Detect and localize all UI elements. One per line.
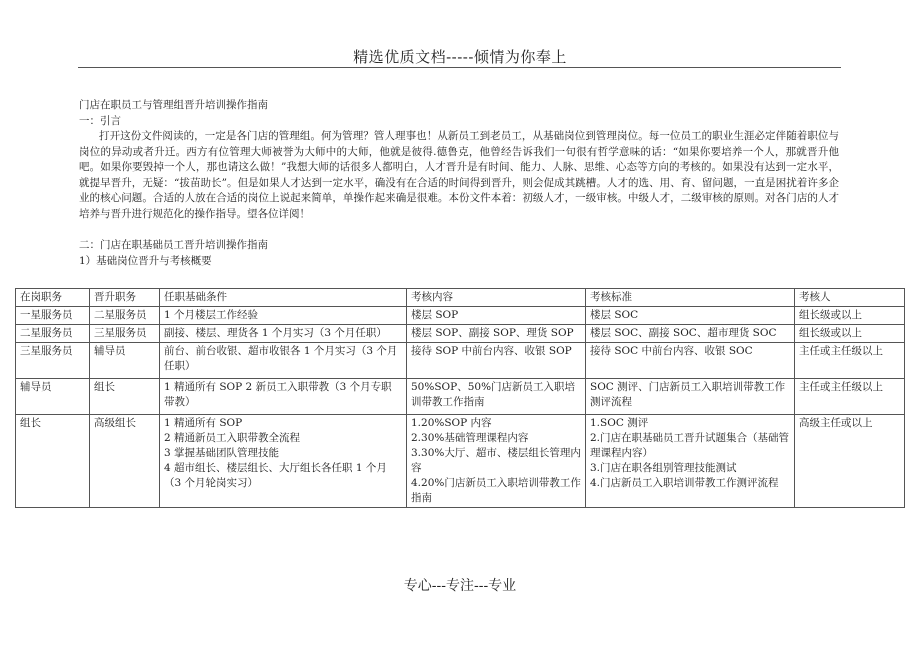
cell-line: 3 掌握基础团队管理技能 — [164, 447, 280, 459]
table-cell — [160, 415, 407, 508]
promotion-table — [15, 288, 905, 508]
cell-line: 楼层 SOP、副接 SOP、理货 SOP — [411, 327, 574, 339]
cell-line: 4.门店新员工入职培训带教工作测评流程 — [590, 477, 779, 489]
table-body — [16, 307, 905, 508]
table-cell — [407, 325, 586, 343]
cell-line: 楼层 SOC — [590, 309, 639, 321]
table-row — [16, 415, 905, 508]
intro-paragraph: 打开这份文件阅读的，一定是各门店的管理组。何为管理？管人理事也！从新员工到老员工，从基础岗位到管理岗位。每一位员工的职业生涯必定伴随着职位与岗位的异动或者升迁。西方有位管理大师被誉为大师中的大师，他就是彼得.德鲁克，他曾经告诉我们一句很有哲学意味的话：“如果你要培养一个人，那就晋升他吧。如果你要毁掉一个人，那也请这么做！”我想大师的话很多人都明白，人才晋升是有时间、能力、人脉、思维、心态等方向的考核的。如果没有达到一定水平，就提早晋升，无疑：“拔苗助长”。但是如果人才达到一定水平，确没有在合适的时间得到晋升，则会促成其跳槽。人才的选、用、育、留问题，一直是困扰着许多企业的核心问题。合适的人放在合适的岗位上说起来简单，单操作起来确是很难。本份文件本着：初级人才，一级审核。中级人才，二级审核的原则。对各门店的人才培养与晋升进行规范化的操作指导。望各位详阅！ — [79, 130, 839, 220]
table-cell — [160, 379, 407, 415]
cell-line: 副接、楼层、理货各 1 个月实习（3 个月任职） — [164, 327, 387, 339]
table-cell: 组长级或以上 — [795, 325, 905, 343]
table-cell: 一星服务员 — [16, 307, 90, 325]
header-divider — [78, 67, 841, 68]
table-row — [16, 343, 905, 379]
table-cell: 三星服务员 — [16, 343, 90, 379]
table-cell: 三星服务员 — [90, 325, 160, 343]
table-cell: 二星服务员 — [16, 325, 90, 343]
footer-text: 专心---专注---专业 — [403, 578, 517, 594]
table-cell — [407, 343, 586, 379]
table-header-cell: 考核内容 — [407, 289, 586, 307]
cell-line: 4.20%门店新员工入职培训带教工作指南 — [411, 477, 581, 504]
table-header-cell: 考核人 — [795, 289, 905, 307]
cell-line: 2.门店在职基础员工晋升试题集合（基础管理课程内容） — [590, 432, 790, 459]
header-title: 精选优质文档-----倾情为你奉上 — [353, 48, 567, 66]
cell-line: 1 个月楼层工作经验 — [164, 309, 259, 321]
cell-line: 楼层 SOC、副接 SOC、超市理货 SOC — [590, 327, 777, 339]
cell-line: 50%SOP、50%门店新员工入职培训带教工作指南 — [411, 381, 576, 408]
table-cell — [586, 307, 795, 325]
section1-heading: 一：引言 — [79, 114, 121, 127]
document-body — [79, 98, 839, 269]
cell-line: 接待 SOP 中前台内容、收银 SOP — [411, 345, 572, 357]
table-header-cell: 在岗职务 — [16, 289, 90, 307]
table-row — [16, 307, 905, 325]
section2-heading: 二：门店在职基础员工晋升培训操作指南 — [79, 239, 268, 251]
cell-line: 4 超市组长、楼层组长、大厅组长各任职 1 个月（3 个月轮岗实习） — [164, 462, 387, 489]
table-cell — [407, 415, 586, 508]
table-cell: 二星服务员 — [90, 307, 160, 325]
table-cell: 组长 — [16, 415, 90, 508]
cell-line: 2.30%基础管理课程内容 — [411, 432, 529, 444]
table-header-row — [16, 289, 905, 307]
table-cell — [160, 307, 407, 325]
table-cell — [586, 379, 795, 415]
cell-line: 1.SOC 测评 — [590, 417, 649, 429]
table-header-cell: 任职基础条件 — [160, 289, 407, 307]
table-header-cell: 考核标准 — [586, 289, 795, 307]
subsection-heading: 1）基础岗位晋升与考核概要 — [79, 254, 212, 267]
table-header-cell: 晋升职务 — [90, 289, 160, 307]
cell-line: 前台、前台收银、超市收银各 1 个月实习（3 个月任职） — [164, 345, 398, 372]
cell-line: 1 精通所有 SOP 2 新员工入职带教（3 个月专职带教） — [164, 381, 392, 408]
table-cell — [586, 415, 795, 508]
table-cell: 辅导员 — [90, 343, 160, 379]
cell-line: 接待 SOC 中前台内容、收银 SOC — [590, 345, 753, 357]
table-cell: 主任或主任级以上 — [795, 379, 905, 415]
table-cell: 辅导员 — [16, 379, 90, 415]
table-row — [16, 379, 905, 415]
table-cell — [160, 343, 407, 379]
table-cell — [586, 325, 795, 343]
table-cell — [407, 379, 586, 415]
cell-line: SOC 测评、门店新员工入职培训带教工作测评流程 — [590, 381, 786, 408]
table-row — [16, 325, 905, 343]
spacer — [79, 222, 839, 238]
cell-line: 3.30%大厅、超市、楼层组长管理内容 — [411, 447, 581, 474]
doc-title: 门店在职员工与管理组晋升培训操作指南 — [79, 99, 268, 111]
table-cell: 高级组长 — [90, 415, 160, 508]
cell-line: 3.门店在职各组别管理技能测试 — [590, 462, 737, 474]
cell-line: 1.20%SOP 内容 — [411, 417, 492, 429]
table-cell: 主任或主任级以上 — [795, 343, 905, 379]
table-cell: 组长级或以上 — [795, 307, 905, 325]
cell-line: 楼层 SOP — [411, 309, 459, 321]
table-cell — [586, 343, 795, 379]
table-cell — [407, 307, 586, 325]
table-cell: 组长 — [90, 379, 160, 415]
cell-line: 2 精通新员工入职带教全流程 — [164, 432, 301, 444]
cell-line: 1 精通所有 SOP — [164, 417, 243, 429]
table-cell — [160, 325, 407, 343]
table-cell: 高级主任或以上 — [795, 415, 905, 508]
